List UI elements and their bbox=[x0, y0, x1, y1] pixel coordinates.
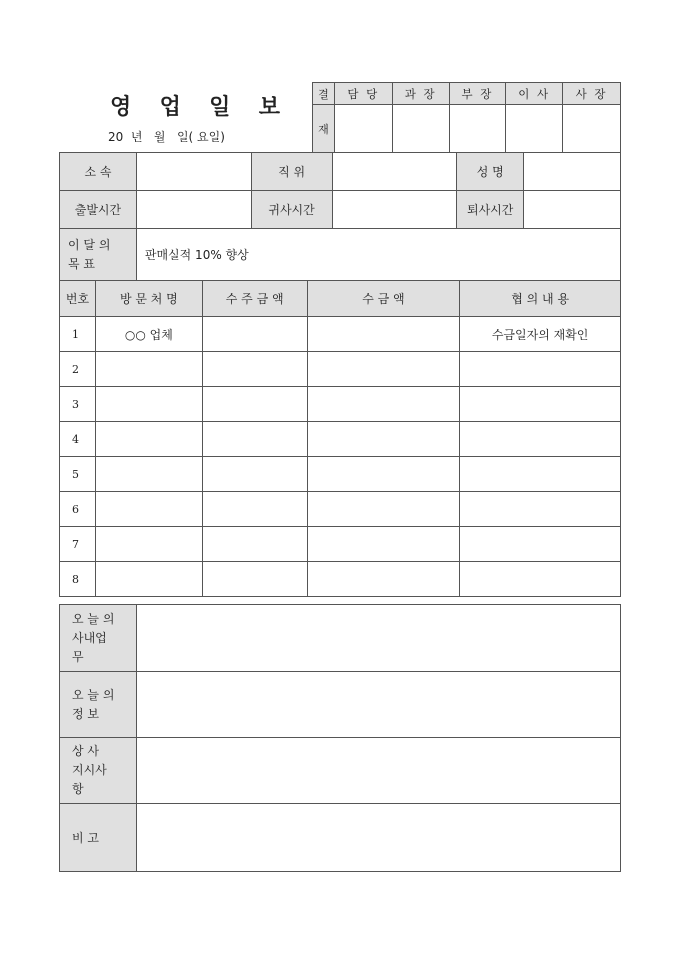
discussion-cell[interactable] bbox=[460, 352, 621, 387]
return-time-field[interactable] bbox=[332, 191, 457, 229]
name-label: 성 명 bbox=[457, 153, 524, 191]
internal-work-field[interactable] bbox=[136, 605, 620, 672]
approval-role: 사 장 bbox=[563, 83, 621, 105]
section-label-remarks bbox=[60, 804, 137, 872]
title-char: 업 bbox=[159, 94, 181, 120]
client-cell[interactable]: ○○ 업체 bbox=[95, 317, 202, 352]
section-label-line1: 오 늘 의 bbox=[72, 687, 115, 702]
discussion-cell[interactable]: 수금일자의 재확인 bbox=[460, 317, 621, 352]
approval-role: 담 당 bbox=[334, 83, 392, 105]
row-number: 6 bbox=[60, 492, 96, 527]
remarks-field[interactable] bbox=[136, 804, 620, 872]
departure-time-field[interactable] bbox=[136, 191, 251, 229]
client-cell[interactable] bbox=[95, 387, 202, 422]
table-row bbox=[60, 352, 621, 387]
boss-instructions-field[interactable] bbox=[136, 738, 620, 804]
discussion-cell[interactable] bbox=[460, 457, 621, 492]
approval-role: 부 장 bbox=[449, 83, 506, 105]
header-discussion: 협 의 내 용 bbox=[460, 281, 621, 317]
section-label-line2: 지시사항 bbox=[72, 763, 107, 796]
approval-role: 이 사 bbox=[506, 83, 563, 105]
client-cell[interactable] bbox=[95, 562, 202, 597]
client-cell[interactable] bbox=[95, 422, 202, 457]
order-cell[interactable] bbox=[202, 492, 307, 527]
position-field[interactable] bbox=[332, 153, 457, 191]
monthly-goal-value[interactable]: 판매실적 10% 향상 bbox=[136, 229, 620, 281]
approval-box bbox=[312, 82, 621, 153]
table-row bbox=[60, 492, 621, 527]
table-row bbox=[60, 527, 621, 562]
discussion-cell[interactable] bbox=[460, 422, 621, 457]
section-label-internal-work bbox=[60, 605, 137, 672]
discussion-cell[interactable] bbox=[460, 527, 621, 562]
collection-cell[interactable] bbox=[307, 317, 460, 352]
client-cell[interactable] bbox=[95, 352, 202, 387]
collection-cell[interactable] bbox=[307, 352, 460, 387]
section-label-line1: 오 늘 의 bbox=[72, 611, 115, 626]
approval-label-bottom: 재 bbox=[313, 105, 335, 153]
leave-time-field[interactable] bbox=[524, 191, 621, 229]
section-label-information bbox=[60, 672, 137, 738]
order-cell[interactable] bbox=[202, 387, 307, 422]
order-cell[interactable] bbox=[202, 352, 307, 387]
row-number: 7 bbox=[60, 527, 96, 562]
table-row bbox=[60, 457, 621, 492]
order-cell[interactable] bbox=[202, 457, 307, 492]
row-number: 4 bbox=[60, 422, 96, 457]
date-line: 20 년 월 일( 요일) bbox=[108, 130, 225, 144]
info-table bbox=[59, 152, 621, 281]
order-cell[interactable] bbox=[202, 317, 307, 352]
row-number: 5 bbox=[60, 457, 96, 492]
return-time-label: 귀사시간 bbox=[251, 191, 332, 229]
discussion-cell[interactable] bbox=[460, 492, 621, 527]
monthly-goal-label-line2: 목 표 bbox=[68, 256, 95, 271]
table-row bbox=[60, 422, 621, 457]
affiliation-field[interactable] bbox=[136, 153, 251, 191]
document-title bbox=[110, 90, 280, 121]
section-label-line2: 정 보 bbox=[72, 706, 99, 721]
monthly-goal-label-line1: 이 달 의 bbox=[68, 237, 111, 252]
row-number: 2 bbox=[60, 352, 96, 387]
approval-sign-cell[interactable] bbox=[563, 105, 621, 153]
client-cell[interactable] bbox=[95, 457, 202, 492]
collection-cell[interactable] bbox=[307, 422, 460, 457]
row-number: 1 bbox=[60, 317, 96, 352]
title-char: 영 bbox=[110, 94, 132, 120]
row-number: 8 bbox=[60, 562, 96, 597]
order-cell[interactable] bbox=[202, 422, 307, 457]
approval-role: 과 장 bbox=[392, 83, 449, 105]
header-number: 번호 bbox=[60, 281, 96, 317]
section-label-boss-instructions bbox=[60, 738, 137, 804]
monthly-goal-label bbox=[60, 229, 137, 281]
visits-table bbox=[59, 280, 621, 597]
header-collection-amount: 수 금 액 bbox=[307, 281, 460, 317]
title-char: 일 bbox=[209, 94, 231, 120]
collection-cell[interactable] bbox=[307, 387, 460, 422]
collection-cell[interactable] bbox=[307, 457, 460, 492]
section-label-line1: 상 사 bbox=[72, 744, 99, 758]
collection-cell[interactable] bbox=[307, 527, 460, 562]
approval-sign-cell[interactable] bbox=[334, 105, 392, 153]
notes-table bbox=[59, 604, 621, 872]
approval-sign-cell[interactable] bbox=[506, 105, 563, 153]
position-label: 직 위 bbox=[251, 153, 332, 191]
client-cell[interactable] bbox=[95, 492, 202, 527]
collection-cell[interactable] bbox=[307, 492, 460, 527]
discussion-cell[interactable] bbox=[460, 562, 621, 597]
order-cell[interactable] bbox=[202, 562, 307, 597]
departure-time-label: 출발시간 bbox=[60, 191, 137, 229]
affiliation-label: 소 속 bbox=[60, 153, 137, 191]
order-cell[interactable] bbox=[202, 527, 307, 562]
approval-sign-cell[interactable] bbox=[449, 105, 506, 153]
table-row bbox=[60, 387, 621, 422]
information-field[interactable] bbox=[136, 672, 620, 738]
section-label-line2: 사내업무 bbox=[72, 630, 107, 664]
discussion-cell[interactable] bbox=[460, 387, 621, 422]
header-client: 방 문 처 명 bbox=[95, 281, 202, 317]
table-row bbox=[60, 562, 621, 597]
row-number: 3 bbox=[60, 387, 96, 422]
leave-time-label: 퇴사시간 bbox=[457, 191, 524, 229]
section-label-line1: 비 고 bbox=[72, 831, 99, 845]
title-char: 보 bbox=[258, 94, 280, 120]
client-cell[interactable] bbox=[95, 527, 202, 562]
collection-cell[interactable] bbox=[307, 562, 460, 597]
header-order-amount: 수 주 금 액 bbox=[202, 281, 307, 317]
name-field[interactable] bbox=[524, 153, 621, 191]
approval-sign-cell[interactable] bbox=[392, 105, 449, 153]
approval-label-top: 결 bbox=[313, 83, 335, 105]
table-row bbox=[60, 317, 621, 352]
